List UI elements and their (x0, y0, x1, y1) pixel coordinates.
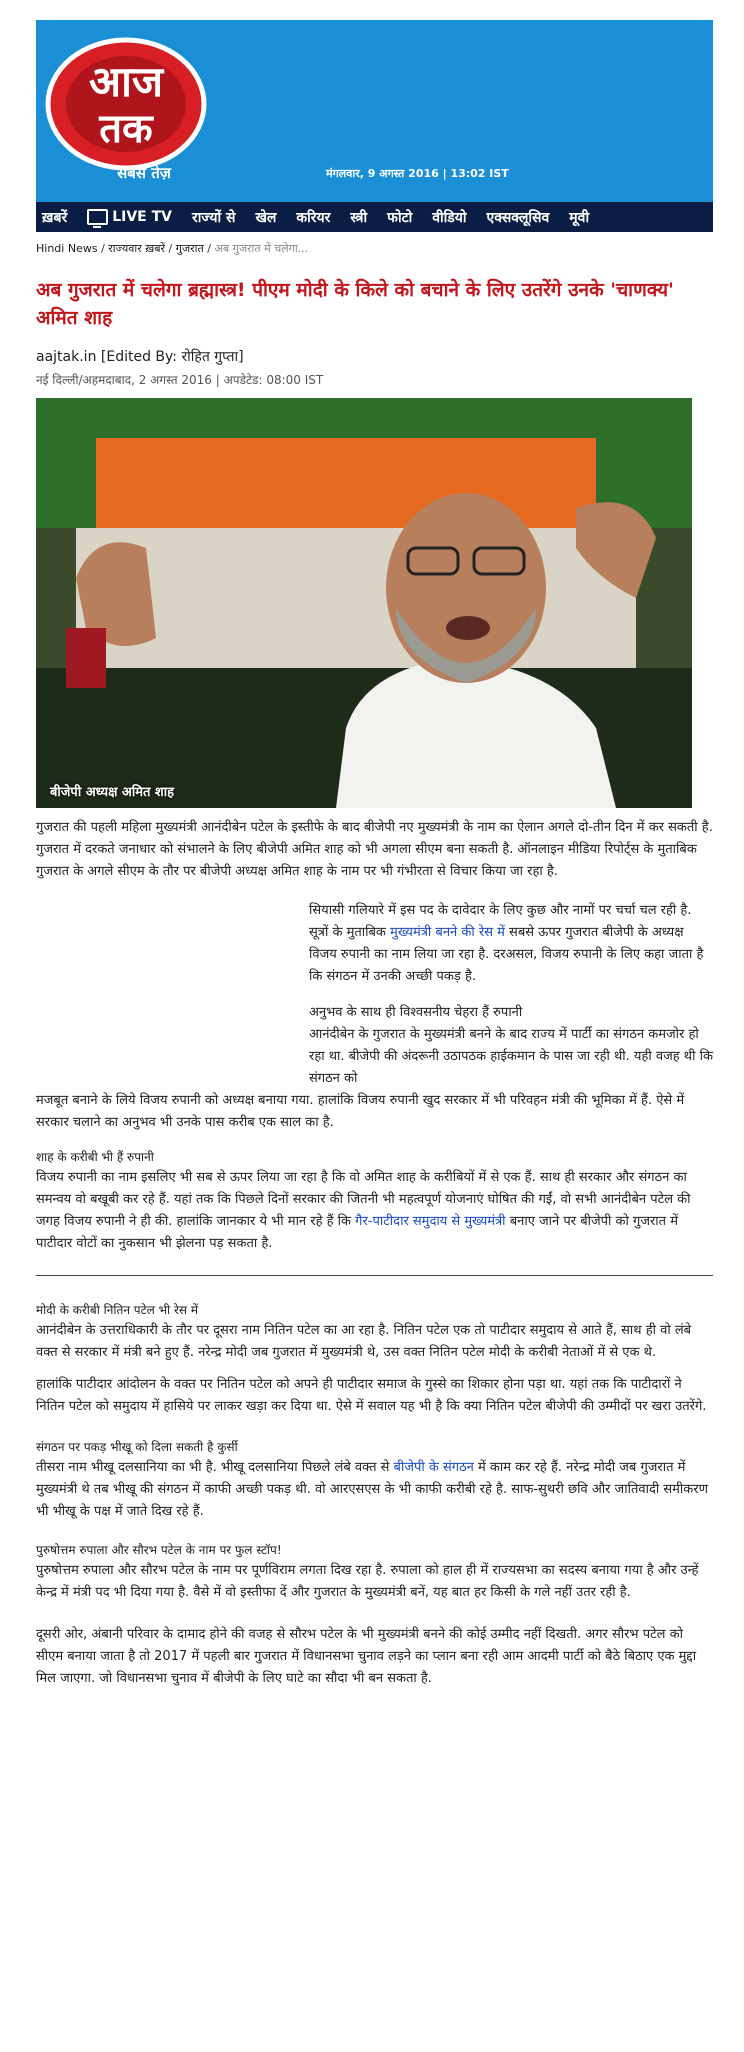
nav-item-exclusive[interactable]: एक्सक्लूसिव (486, 209, 550, 226)
nav-item-khabrein[interactable]: ख़बरें (42, 209, 68, 226)
article-title: अब गुजरात में चलेगा ब्रह्मास्त्र! पीएम मोदी के किले को बचाने के लिए उतरेंगे उनके 'चाणक्य' अमित शाह (36, 279, 674, 329)
breadcrumb-rajyawar[interactable]: राज्यवार ख़बरें (108, 242, 166, 255)
breadcrumb (36, 241, 713, 256)
section-heading: शाह के करीबी भी हैं रुपानी (36, 1150, 154, 1164)
aajtak-logo[interactable] (40, 30, 218, 186)
section-shah-close (36, 1148, 713, 1255)
site-header (36, 20, 713, 202)
paragraph-text: विजय रुपानी का नाम इसलिए भी सब से ऊपर लिया जा रहा है कि वो अमित शाह के करीबियों में से एक हैं. साथ ही सरकार और संगठन का समन्वय वो बखूबी कर रहे हैं. यहां तक कि पिछले दिनों सरकार की जितनी भी महत्वपूर्ण योजनाएं घोषित की गईं, वो सभी आनंदीबेन पटेल की जगह विजय रुपानी ने ही की. हालांकि जानकार ये भी मान रहे हैं कि (36, 1170, 691, 1229)
nav-item-career[interactable]: करियर (296, 209, 331, 226)
nav-item-photo[interactable]: फोटो (387, 209, 413, 226)
logo-text-top: आज (88, 57, 164, 106)
article-byline: aajtak.in [Edited By: रोहित गुप्ता] (36, 349, 244, 365)
article-paragraph (309, 1002, 713, 1090)
paragraph-text: सबसे ऊपर गुजरात बीजेपी के अध्यक्ष विजय रुपानी का नाम लिया जा रहा है. दरअसल, विजय रुपानी के लिए कहा जाता है कि संगठन में उनकी अच्छी पकड़ है. (309, 925, 704, 984)
nav-item-live-tv[interactable] (87, 209, 172, 225)
nav-item-rajyon-se[interactable]: राज्यों से (191, 209, 236, 226)
breadcrumb-hindi-news[interactable]: Hindi News (36, 242, 98, 255)
article-paragraph: मजबूत बनाने के लिये विजय रुपानी को अध्यक्ष बनाया गया. हालांकि विजय रुपानी खुद सरकार में भी परिवहन मंत्री की भूमिका में हैं. ऐसे में सरकार चलाने का अनुभव भी उनके पास करीब एक साल का है. (36, 1093, 685, 1130)
dateline: मंगलवार, 9 अगस्त 2016 | 13:02 IST (326, 167, 509, 180)
article-paragraph (36, 1457, 713, 1523)
section-heading: संगठन पर पकड़ भीखू को दिला सकती है कुर्सी (36, 1440, 238, 1454)
article-photo (36, 398, 692, 808)
breadcrumb-separator: / (207, 242, 211, 255)
nav-item-khel[interactable]: खेल (255, 209, 277, 226)
breadcrumb-separator: / (101, 242, 105, 255)
section-nitin-patel (36, 1301, 713, 1418)
link-bjp-sangathan[interactable]: बीजेपी के संगठन (393, 1460, 474, 1475)
paragraph-text: आनंदीबेन के गुजरात के मुख्यमंत्री बनने के बाद राज्य में पार्टी का संगठन कमजोर हो रहा था. बीजेपी की अंदरूनी उठापठक हाईकमान के पास जा रही थी. यही वजह थी कि संगठन को (309, 1027, 713, 1086)
photo-caption: बीजेपी अध्यक्ष अमित शाह (50, 785, 175, 800)
article-paragraph: हालांकि पाटीदार आंदोलन के वक्त पर नितिन पटेल को अपने ही पाटीदार समाज के गुस्से का शिकार होना पड़ा था. यहां तक कि पाटीदारों ने नितिन पटेल को समुदाय में हासिये पर लाकर खड़ा कर दिया था. ऐसे में सवाल यह भी है कि क्या नितिन पटेल बीजेपी की उम्मीदों पर खरा उतरेंगे. (36, 1377, 707, 1414)
article-meta: नई दिल्ली/अहमदाबाद, 2 अगस्त 2016 | अपडेटेड: 08:00 IST (36, 373, 324, 387)
photo-illustration (36, 398, 692, 808)
page-wrapper (36, 20, 713, 1690)
logo-tagline: सबसे तेज़ (117, 164, 171, 182)
article-paragraph: पुरुषोत्तम रुपाला और सौरभ पटेल के नाम पर पूर्णविराम लगता दिख रहा है. रुपाला को हाल ही में राज्यसभा का सदस्य बनाया गया है और उन्हें केन्द्र में मंत्री पद भी दिया गया है. वैसे में वो इस्तीफा दें और गुजरात के मुख्यमंत्री बनें, यह बात हर किसी के गले नहीं उतर रही है. (36, 1563, 699, 1600)
divider (36, 1275, 713, 1276)
paragraph-text: सियासी गलियारे में इस पद के दावेदार के लिए कुछ और नामों पर चर्चा चल रही है. सूत्रों के मुताबिक (309, 903, 692, 940)
article-paragraph: दूसरी ओर, अंबानी परिवार के दामाद होने की वजह से सौरभ पटेल के भी मुख्यमंत्री बनने की कोई उम्मीद नहीं दिखती. अगर सौरभ पटेल को सीएम बनाया जाता है तो 2017 में पहली बार गुजरात में विधानसभा चुनाव लड़ने का प्लान बना रही आम आदमी पार्टी को बैठे बिठाए एक मुद्दा मिल जाएगा. जो विधानसभा चुनाव में बीजेपी के लिए घाटे का सौदा भी बन सकता है. (36, 1627, 697, 1686)
section-rupala-saurabh (36, 1541, 713, 1690)
paragraph-text: में काम कर रहे हैं. नरेन्द्र मोदी जब गुजरात में मुख्यमंत्री थे तब भीखू की संगठन में काफी अच्छी पकड़ थी. वो आरएसएस के भी काफी करीबी रहे है. साफ-सुथरी छवि और जातिवादी समीकरण भी भीखू के पक्ष में जाते दिख रहे हैं. (36, 1460, 708, 1519)
paragraph-text: बनाए जाने पर बीजेपी को गुजरात में पाटीदार वोटों का नुकसान भी झेलना पड़ सकता है. (36, 1214, 678, 1251)
breadcrumb-gujarat[interactable]: गुजरात (175, 242, 204, 255)
nav-item-stree[interactable]: स्त्री (350, 209, 368, 226)
article-paragraph (309, 900, 713, 988)
paragraph-text: तीसरा नाम भीखू दलसानिया का भी है. भीखू दलसानिया पिछले लंबे वक्त से (36, 1460, 390, 1475)
main-nav (36, 202, 713, 232)
section-heading: मोदी के करीबी नितिन पटेल भी रेस में (36, 1303, 198, 1317)
section-heading: पुरुषोत्तम रुपाला और सौरभ पटेल के नाम पर फुल स्टॉप! (36, 1543, 282, 1557)
section-bhikhu (36, 1438, 713, 1523)
nav-item-movie[interactable]: मूवी (569, 209, 590, 226)
nav-item-video[interactable]: वीडियो (432, 209, 467, 226)
link-non-patidar-cm[interactable]: गैर-पाटीदार समुदाय से मुख्यमंत्री (355, 1214, 506, 1229)
link-cm-race[interactable]: मुख्यमंत्री बनने की रेस में (390, 925, 505, 940)
breadcrumb-current: अब गुजरात में चलेगा... (214, 242, 309, 255)
nav-item-live-tv-label: LIVE TV (112, 209, 172, 225)
breadcrumb-separator: / (168, 242, 173, 255)
article-paragraph: आनंदीबेन के उत्तराधिकारी के तौर पर दूसरा नाम नितिन पटेल का आ रहा है. नितिन पटेल एक तो पाटीदार समुदाय से आते हैं, साथ ही वो लंबे वक्त से सरकार में मंत्री बने हुए हैं. नरेन्द्र मोदी जब गुजरात में मुख्यमंत्री थे, उस वक्त नितिन पटेल मोदी के करीबी नेताओं में से एक थे. (36, 1323, 692, 1360)
tv-icon (87, 209, 108, 225)
article-paragraph: गुजरात की पहली महिला मुख्यमंत्री आनंदीबेन पटेल के इस्तीफे के बाद बीजेपी नए मुख्यमंत्री के नाम का ऐलान अगले दो-तीन दिन में कर सकती है. गुजरात में दरकते जनाधार को संभालने के लिए बीजेपी अमित शाह को भी अगला सीएम बना सकती है. ऑनलाइन मीडिया रिपोर्ट्स के मुताबिक गुजरात के अगले सीएम के तौर पर बीजेपी अध्यक्ष अमित शाह के नाम पर भी गंभीरता से विचार किया जा रहा है. (36, 820, 713, 879)
logo-text-bottom: तक (99, 106, 153, 152)
subheading: अनुभव के साथ ही विश्वसनीय चेहरा हैं रुपानी (309, 1005, 523, 1020)
article-paragraph (36, 1167, 713, 1255)
